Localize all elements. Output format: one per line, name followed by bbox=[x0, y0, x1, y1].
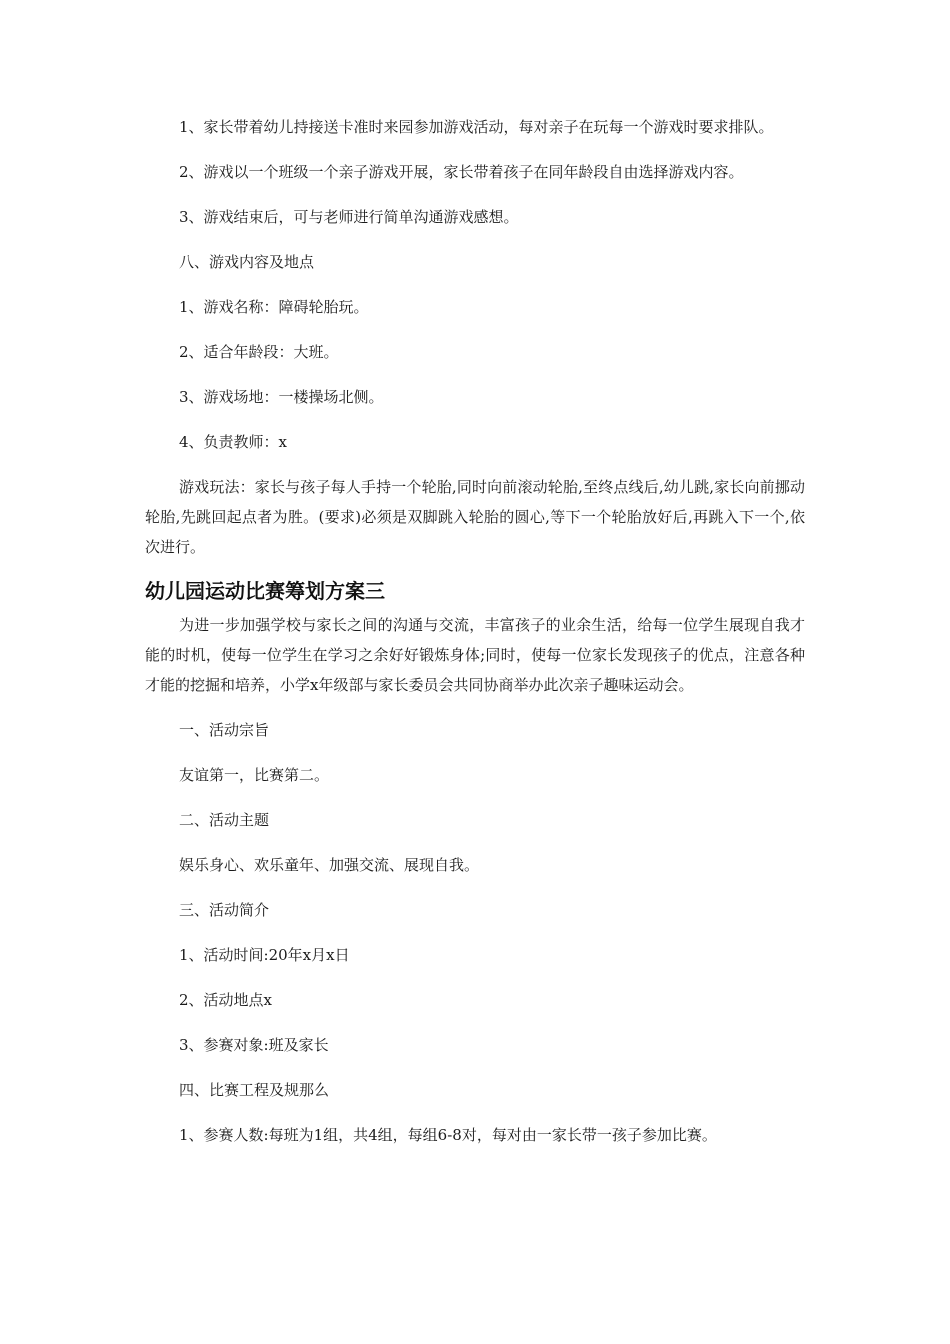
paragraph-teacher: 4、负责教师：x bbox=[179, 433, 288, 451]
paragraph-rule-2: 2、游戏以一个班级一个亲子游戏开展，家长带着孩子在同年龄段自由选择游戏内容。 bbox=[179, 163, 744, 181]
subheading-purpose: 一、活动宗旨 bbox=[179, 721, 270, 739]
paragraph-rule-3: 3、游戏结束后，可与老师进行简单沟通游戏感想。 bbox=[179, 208, 519, 226]
paragraph-gameplay: 游戏玩法：家长与孩子每人手持一个轮胎,同时向前滚动轮胎,至终点线后,幼儿跳,家长向前挪动轮胎,先跳回起点者为胜。(要求)必须是双脚跳入轮胎的圆心,等下一个轮胎放好后,再跳入下一个,依次进行。 bbox=[145, 478, 805, 556]
paragraph-intro: 为进一步加强学校与家长之间的沟通与交流，丰富孩子的业余生活，给每一位学生展现自我才能的时机，使每一位学生在学习之余好好锻炼身体;同时，使每一位家长发现孩子的优点，注意各种才能的挖掘和培养，小学x年级部与家长委员会共同协商举办此次亲子趣味运动会。 bbox=[145, 616, 805, 694]
paragraph-age-group: 2、适合年龄段：大班。 bbox=[179, 343, 339, 361]
paragraph-time: 1、活动时间:20年x月x日 bbox=[179, 946, 350, 964]
paragraph-purpose: 友谊第一，比赛第二。 bbox=[179, 766, 330, 784]
paragraph-venue: 3、游戏场地：一楼操场北侧。 bbox=[179, 388, 384, 406]
document-body bbox=[145, 112, 805, 1165]
section-heading: 幼儿园运动比赛筹划方案三 bbox=[145, 579, 385, 603]
paragraph-game-name: 1、游戏名称：障碍轮胎玩。 bbox=[179, 298, 369, 316]
subheading-overview: 三、活动简介 bbox=[179, 901, 270, 919]
subheading-game-content: 八、游戏内容及地点 bbox=[179, 253, 315, 271]
paragraph-theme: 娱乐身心、欢乐童年、加强交流、展现自我。 bbox=[179, 856, 480, 874]
paragraph-participants: 3、参赛对象:班及家长 bbox=[179, 1036, 329, 1054]
subheading-theme: 二、活动主题 bbox=[179, 811, 270, 829]
subheading-events-rules: 四、比赛工程及规那么 bbox=[179, 1081, 330, 1099]
paragraph-location: 2、活动地点x bbox=[179, 991, 273, 1009]
paragraph-rule-1: 1、家长带着幼儿持接送卡准时来园参加游戏活动，每对亲子在玩每一个游戏时要求排队。 bbox=[179, 118, 774, 136]
paragraph-team-size: 1、参赛人数:每班为1组，共4组，每组6-8对，每对由一家长带一孩子参加比赛。 bbox=[179, 1126, 717, 1144]
